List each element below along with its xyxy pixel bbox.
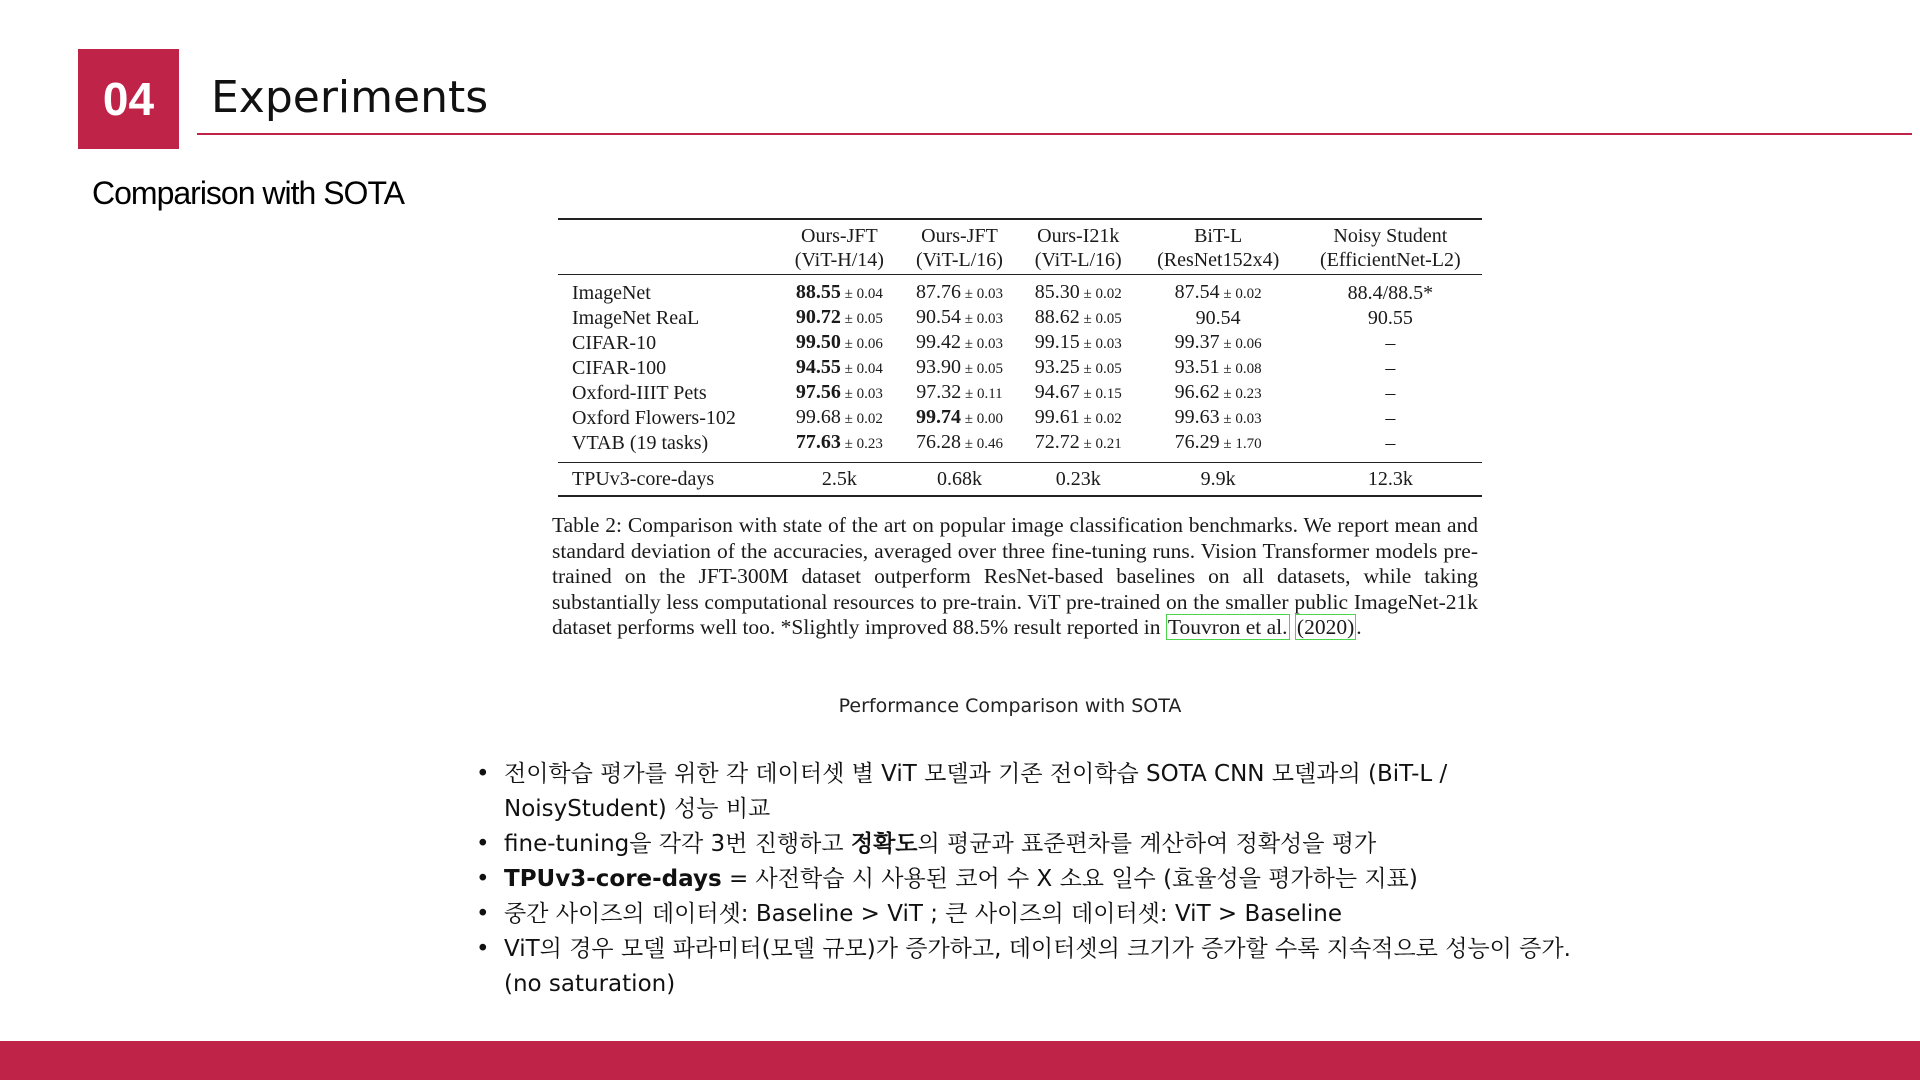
table-cell xyxy=(1019,306,1138,331)
table-cell xyxy=(779,381,900,406)
table-header-row xyxy=(558,219,1482,275)
table-cell xyxy=(779,356,900,381)
cell-std: ± 0.05 xyxy=(960,361,1003,377)
table-cell: 9.9k xyxy=(1200,467,1236,490)
cell-value: 87.76 xyxy=(915,281,961,303)
bullet-icon: • xyxy=(476,761,490,787)
cell-value: 90.55 xyxy=(1367,307,1413,329)
results-figure xyxy=(552,218,1478,641)
table-cell xyxy=(1138,356,1299,381)
table-row xyxy=(558,406,1482,431)
table-cell xyxy=(779,406,900,431)
row-label: ImageNet xyxy=(572,282,651,304)
cell-std: ± 0.46 xyxy=(960,436,1003,452)
cell-value: – xyxy=(1385,357,1396,379)
cell-std: ± 0.23 xyxy=(840,436,883,452)
table-cell xyxy=(1019,331,1138,356)
table-cell: 0.23k xyxy=(1055,467,1101,490)
cell-value: 99.68 xyxy=(795,406,841,428)
column-header-model: (ViT-H/14) xyxy=(794,249,884,271)
table-cell xyxy=(1299,275,1482,307)
column-header-model: (EfficientNet-L2) xyxy=(1320,249,1461,271)
table-cell xyxy=(1299,306,1482,331)
notes-list xyxy=(476,757,1576,1002)
table-cell xyxy=(1138,406,1299,431)
column-header-model: (ResNet152x4) xyxy=(1157,249,1280,271)
table-cell xyxy=(779,275,900,307)
table-row xyxy=(558,431,1482,463)
cell-value: 88.62 xyxy=(1034,306,1080,328)
cell-value: 96.62 xyxy=(1174,381,1220,403)
cell-std: ± 0.02 xyxy=(840,411,883,427)
table-cell xyxy=(1138,275,1299,307)
row-label: VTAB (19 tasks) xyxy=(572,432,709,454)
cell-std: ± 0.02 xyxy=(1079,286,1122,302)
cell-value: 93.90 xyxy=(915,356,961,378)
table-cell xyxy=(1138,381,1299,406)
column-header-name: Noisy Student xyxy=(1333,225,1448,247)
results-table xyxy=(558,218,1482,497)
cell-std: ± 0.03 xyxy=(1079,336,1122,352)
row-label: ImageNet ReaL xyxy=(572,307,700,329)
note-item xyxy=(476,827,1576,862)
cell-std: ± 0.08 xyxy=(1219,361,1262,377)
cell-value: 99.63 xyxy=(1174,406,1220,428)
cell-value: – xyxy=(1385,432,1396,454)
table-row xyxy=(558,331,1482,356)
table-row xyxy=(558,275,1482,307)
table-cell xyxy=(1299,331,1482,356)
note-text: 의 평균과 표준편차를 계산하여 정확성을 평가 xyxy=(917,831,1377,857)
table-cell xyxy=(900,431,1019,463)
cell-std: ± 0.02 xyxy=(1079,411,1122,427)
cell-std: ± 0.21 xyxy=(1079,436,1122,452)
table-cell xyxy=(1299,381,1482,406)
cell-value: 93.25 xyxy=(1034,356,1080,378)
column-header-name: Ours-JFT xyxy=(801,225,878,247)
header-cell-empty xyxy=(558,219,779,275)
cell-std: ± 0.05 xyxy=(1079,311,1122,327)
cell-std: ± 0.06 xyxy=(840,336,883,352)
note-text-bold: 정확도 xyxy=(850,831,918,857)
note-text: = 사전학습 시 사용된 코어 수 X 소요 일수 (효율성을 평가하는 지표) xyxy=(721,866,1418,892)
cell-std: ± 0.05 xyxy=(1079,361,1122,377)
title-underline xyxy=(197,133,1912,135)
cell-std: ± 1.70 xyxy=(1219,436,1262,452)
column-header-name: Ours-JFT xyxy=(921,225,998,247)
note-text: 전이학습 평가를 위한 각 데이터셋 별 ViT 모델과 기존 전이학습 SOTA CNN 모델과의 (BiT-L / NoisyStudent) 성능 비교 xyxy=(504,761,1448,822)
cell-std: ± 0.03 xyxy=(1219,411,1262,427)
note-text-bold: TPUv3-core-days xyxy=(504,866,722,892)
table-cell: 2.5k xyxy=(821,467,857,490)
cell-value: 99.50 xyxy=(795,331,841,353)
note-text: fine-tuning을 각각 3번 진행하고 xyxy=(504,831,851,857)
column-header-name: BiT-L xyxy=(1194,225,1243,247)
table-cell xyxy=(779,431,900,463)
table-cell xyxy=(1019,275,1138,307)
section-number-badge xyxy=(78,49,179,149)
cell-value: 90.54 xyxy=(915,306,961,328)
table-footer xyxy=(558,463,1482,497)
citation-year-link[interactable]: (2020) xyxy=(1296,615,1355,639)
table-cell xyxy=(1019,431,1138,463)
table-caption xyxy=(552,513,1478,641)
cell-value: 94.55 xyxy=(795,356,841,378)
column-header xyxy=(779,219,900,275)
table-body xyxy=(558,275,1482,463)
note-item xyxy=(476,757,1576,827)
cell-std: ± 0.02 xyxy=(1219,286,1262,302)
note-item xyxy=(476,862,1576,897)
cell-value: – xyxy=(1385,407,1396,429)
section-number: 04 xyxy=(102,73,155,125)
column-header xyxy=(1299,219,1482,275)
page-title: Experiments xyxy=(211,72,489,123)
cell-value: 77.63 xyxy=(795,431,841,453)
cell-value: 99.74 xyxy=(915,406,961,428)
table-cell xyxy=(900,331,1019,356)
cell-value: 90.72 xyxy=(795,306,841,328)
table-cell xyxy=(1299,406,1482,431)
cell-std: ± 0.04 xyxy=(840,286,883,302)
note-text: ViT의 경우 모델 파라미터(모델 규모)가 증가하고, 데이터셋의 크기가 증가할 수록 지속적으로 성능이 증가. (no saturation) xyxy=(504,936,1571,997)
row-label: Oxford-IIIT Pets xyxy=(572,382,707,404)
table-cell xyxy=(900,356,1019,381)
column-header xyxy=(1138,219,1299,275)
table-cell xyxy=(1299,431,1482,463)
bullet-icon: • xyxy=(476,936,490,962)
caption-text: Table 2: Comparison with state of the art on popular image classification benchmarks. We report mean and standard deviation of the accuracies, averaged over three fine-tuning runs. Vision Transformer models pre-trained on the JFT-300M dataset outperform ResNet-based baselines on all datasets, while taking substantially less computational resources to pre-train. ViT pre-trained on the smaller public ImageNet-21k dataset performs well too. *Slightly improved 88.5% result reported in xyxy=(552,513,1478,639)
cell-value: 99.42 xyxy=(915,331,961,353)
cell-std: ± 0.03 xyxy=(840,386,883,402)
table-cell xyxy=(900,381,1019,406)
note-item xyxy=(476,897,1576,932)
figure-label: Performance Comparison with SOTA xyxy=(838,695,1182,717)
cell-std: ± 0.00 xyxy=(960,411,1003,427)
cell-value: 97.56 xyxy=(795,381,841,403)
cell-value: 85.30 xyxy=(1034,281,1080,303)
cell-std: ± 0.23 xyxy=(1219,386,1262,402)
table-cell: 12.3k xyxy=(1367,467,1413,490)
table-cell xyxy=(1138,331,1299,356)
cell-value: 72.72 xyxy=(1034,431,1080,453)
table-cell xyxy=(900,306,1019,331)
note-item xyxy=(476,932,1576,1002)
bullet-icon: • xyxy=(476,901,490,927)
footer-bar xyxy=(0,1041,1920,1080)
section-subtitle: Comparison with SOTA xyxy=(92,175,404,211)
table-cell xyxy=(779,331,900,356)
table-row xyxy=(558,356,1482,381)
cell-std: ± 0.06 xyxy=(1219,336,1262,352)
bullet-icon: • xyxy=(476,831,490,857)
cell-value: – xyxy=(1385,332,1396,354)
cell-value: 93.51 xyxy=(1174,356,1220,378)
cell-value: 99.61 xyxy=(1034,406,1080,428)
table-cell xyxy=(1138,431,1299,463)
table-cell xyxy=(900,406,1019,431)
caption-end: . xyxy=(1356,615,1362,639)
table-row xyxy=(558,306,1482,331)
cell-std: ± 0.03 xyxy=(960,311,1003,327)
cell-value: 87.54 xyxy=(1174,281,1220,303)
row-label: CIFAR-10 xyxy=(572,332,657,354)
column-header-model: (ViT-L/16) xyxy=(1034,249,1122,271)
table-cell xyxy=(1138,306,1299,331)
cell-value: 90.54 xyxy=(1195,307,1241,329)
cell-std: ± 0.05 xyxy=(840,311,883,327)
cell-std: ± 0.15 xyxy=(1079,386,1122,402)
column-header-name: Ours-I21k xyxy=(1037,225,1120,247)
row-label: CIFAR-100 xyxy=(572,357,667,379)
cell-value: 97.32 xyxy=(916,381,962,403)
table-cell xyxy=(1019,381,1138,406)
cell-value: 99.15 xyxy=(1034,331,1080,353)
table-cell xyxy=(1019,406,1138,431)
column-header-model: (ViT-L/16) xyxy=(916,249,1003,271)
cell-value: – xyxy=(1385,382,1396,404)
cell-value: 76.29 xyxy=(1174,431,1220,453)
cell-value: 76.28 xyxy=(915,431,961,453)
column-header xyxy=(900,219,1019,275)
row-label: TPUv3-core-days xyxy=(572,467,715,490)
cell-value: 88.55 xyxy=(795,281,841,303)
cell-std: ± 0.04 xyxy=(840,361,883,377)
bullet-icon: • xyxy=(476,866,490,892)
cell-value: 88.4/88.5* xyxy=(1347,282,1434,304)
column-header xyxy=(1019,219,1138,275)
table-cell: 0.68k xyxy=(936,467,982,490)
cell-std: ± 0.03 xyxy=(960,336,1003,352)
note-text: 중간 사이즈의 데이터셋: Baseline > ViT ; 큰 사이즈의 데이터셋: ViT > Baseline xyxy=(504,901,1343,927)
cell-std: ± 0.03 xyxy=(960,286,1003,302)
citation-author-link[interactable]: Touvron et al. xyxy=(1167,615,1288,639)
cell-std: ± 0.11 xyxy=(961,386,1003,402)
cell-value: 99.37 xyxy=(1174,331,1220,353)
table-cell xyxy=(779,306,900,331)
table-cell xyxy=(1019,356,1138,381)
table-footer-row xyxy=(558,463,1482,497)
table-cell xyxy=(1299,356,1482,381)
table-row xyxy=(558,381,1482,406)
row-label: Oxford Flowers-102 xyxy=(572,407,736,429)
cell-value: 94.67 xyxy=(1034,381,1080,403)
table-cell xyxy=(900,275,1019,307)
